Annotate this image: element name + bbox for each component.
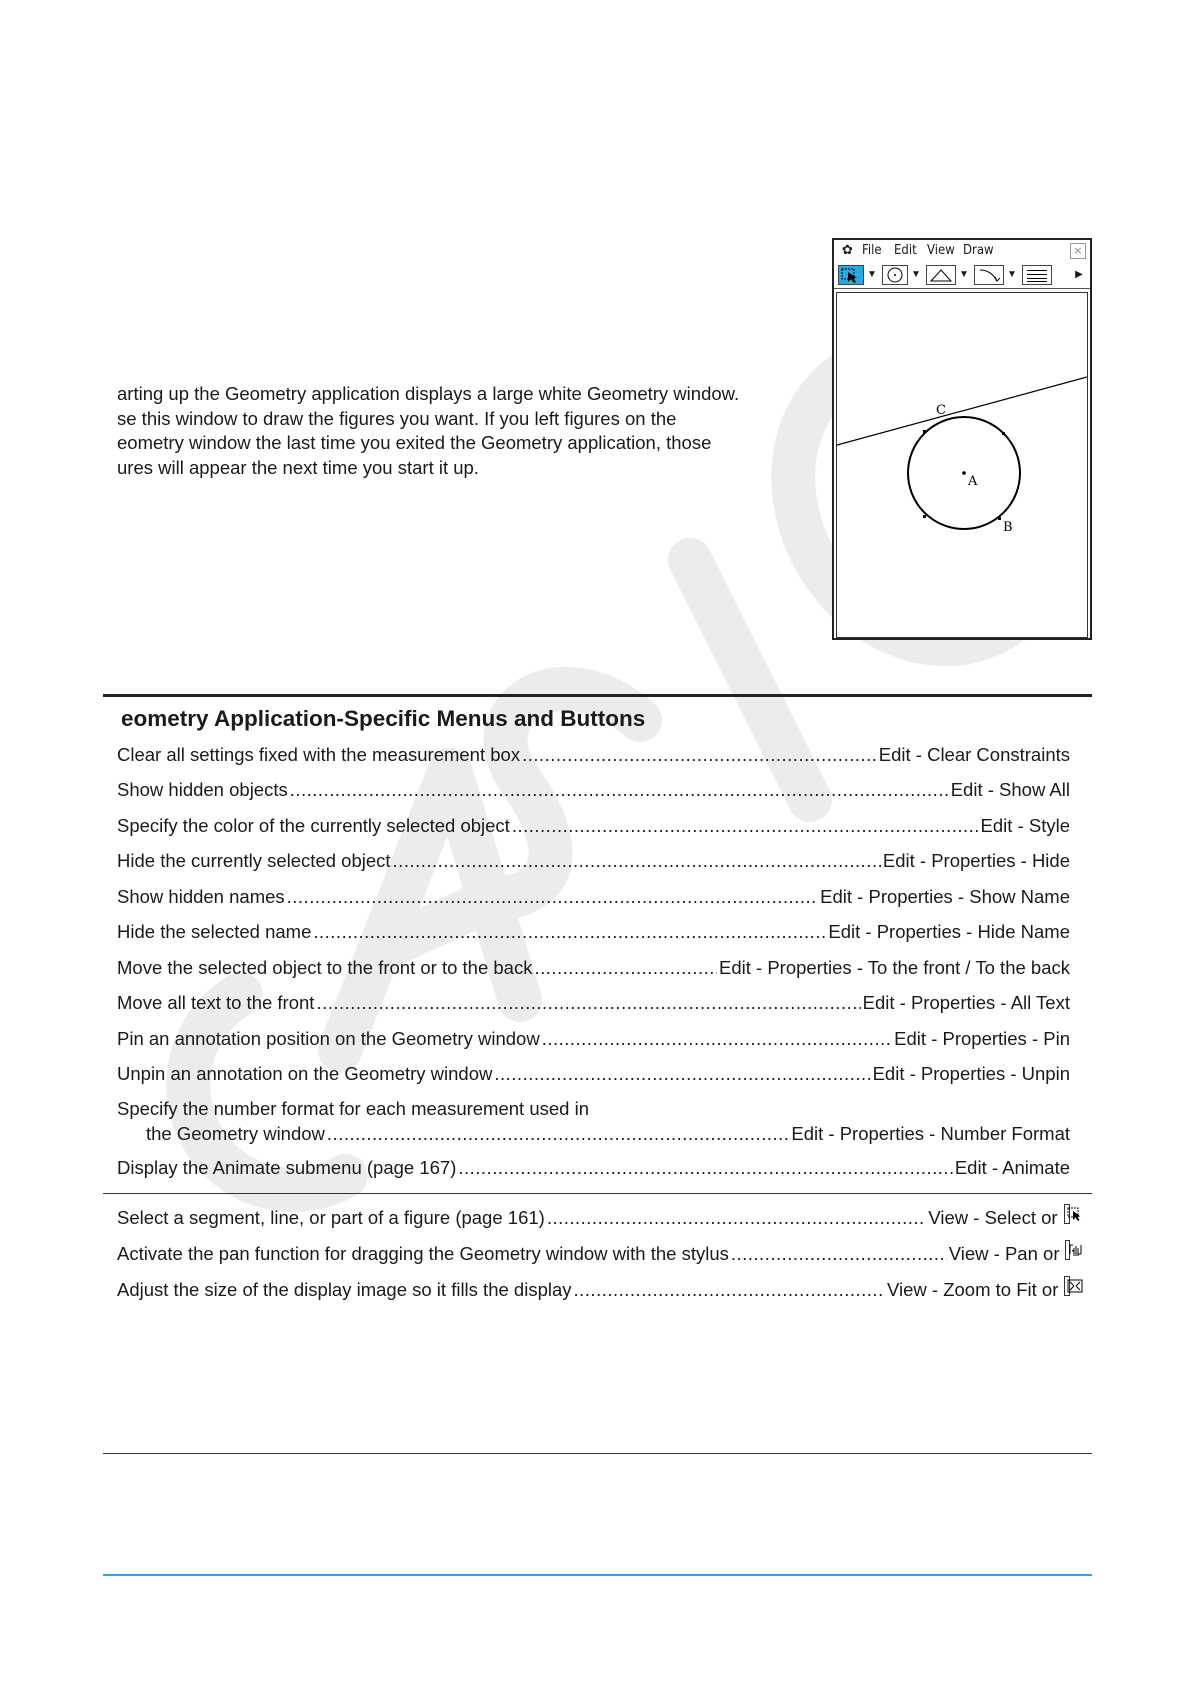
row-description: Adjust the size of the display image so it fills the display <box>117 1279 572 1300</box>
menu-row <box>117 920 1070 946</box>
menu-row <box>117 1204 1070 1230</box>
row-command: Edit - Show All <box>950 779 1070 800</box>
label-c: C <box>936 403 946 418</box>
row-description: Unpin an annotation on the Geometry window <box>117 1063 493 1084</box>
curve-icon <box>975 266 1003 284</box>
row-description: Clear all settings fixed with the measurement box <box>117 744 521 765</box>
circle-icon <box>883 266 907 284</box>
intro-line: arting up the Geometry application displays a large white Geometry window. <box>117 383 740 404</box>
select-tool-button[interactable] <box>838 265 864 285</box>
zoom-to-fit-icon <box>1064 1276 1070 1296</box>
section-top-rule <box>103 694 1092 697</box>
row-description: Display the Animate submenu (page 167) <box>117 1157 457 1178</box>
center-point <box>962 471 966 475</box>
leader-dots <box>547 1206 927 1230</box>
grid-tool-button[interactable] <box>1022 265 1052 285</box>
geometry-window-screenshot <box>832 238 1092 640</box>
row-command: View - Select or <box>928 1207 1058 1228</box>
chevron-down-icon[interactable]: ▼ <box>867 269 877 280</box>
leader-dots <box>534 956 717 980</box>
menu-row <box>117 778 1070 804</box>
row-description-cont: the Geometry window <box>146 1123 325 1144</box>
select-icon <box>1064 1204 1070 1224</box>
row-command: Edit - Properties - Hide <box>882 850 1070 871</box>
intro-paragraph <box>117 382 817 480</box>
line <box>837 377 1087 445</box>
leader-dots <box>731 1242 947 1266</box>
geometry-figure <box>837 293 1087 637</box>
leader-dots <box>542 1027 892 1051</box>
pan-icon <box>1065 1240 1070 1260</box>
leader-dots <box>494 1062 870 1086</box>
row-description: Show hidden objects <box>117 779 288 800</box>
leader-dots <box>287 885 819 909</box>
curve-tool-button[interactable] <box>974 265 1004 285</box>
row-command: Edit - Clear Constraints <box>878 744 1070 765</box>
leader-dots <box>327 1122 789 1146</box>
row-description: Pin an annotation position on the Geometry window <box>117 1028 540 1049</box>
intro-line: eometry window the last time you exited the Geometry application, those <box>117 432 712 453</box>
menu-row <box>117 1156 1070 1182</box>
row-description: Specify the number format for each measurement used in <box>117 1098 589 1119</box>
menu-row <box>117 743 1070 769</box>
select-icon <box>839 266 863 284</box>
gear-icon[interactable]: ✿ <box>842 243 853 258</box>
row-description: Move the selected object to the front or to the back <box>117 957 533 978</box>
label-a: A <box>968 474 978 489</box>
leader-dots <box>290 778 949 802</box>
chevron-down-icon[interactable]: ▼ <box>1007 269 1017 280</box>
menu-row <box>117 1276 1070 1302</box>
triangle-tool-button[interactable] <box>926 265 956 285</box>
point <box>998 517 1001 520</box>
leader-dots <box>316 991 860 1015</box>
chevron-right-icon[interactable]: ▶ <box>1075 269 1083 280</box>
menu-edit[interactable]: Edit <box>894 243 917 258</box>
section-heading: eometry Application-Specific Menus and Buttons <box>121 706 646 731</box>
geometry-canvas[interactable] <box>836 292 1088 638</box>
row-description: Select a segment, line, or part of a figure (page 161) <box>117 1207 545 1228</box>
row-command: Edit - Properties - Unpin <box>872 1063 1070 1084</box>
row-description: Hide the selected name <box>117 921 312 942</box>
row-command: Edit - Properties - Show Name <box>820 886 1070 907</box>
intro-line: ures will appear the next time you start it up. <box>117 456 479 478</box>
toolbar <box>834 262 1090 289</box>
menu-row <box>117 1027 1070 1053</box>
label-b: B <box>1003 520 1013 535</box>
menu-row <box>117 956 1070 982</box>
grid-icon <box>1023 266 1051 284</box>
circle-tool-button[interactable] <box>882 265 908 285</box>
row-description: Specify the color of the currently selected object <box>117 815 510 836</box>
menu-row <box>117 991 1070 1017</box>
menu-row <box>117 1062 1070 1088</box>
point <box>923 430 926 433</box>
menu-view[interactable]: View <box>927 243 955 258</box>
row-description: Activate the pan function for dragging the Geometry window with the stylus <box>117 1243 729 1264</box>
section-bottom-rule <box>103 1453 1092 1454</box>
leader-dots <box>574 1278 886 1302</box>
menu-row <box>117 1240 1070 1266</box>
menu-row <box>117 885 1070 911</box>
menu-bar <box>834 240 1090 262</box>
point <box>1002 432 1005 435</box>
leader-dots <box>512 814 979 838</box>
row-command: Edit - Properties - All Text <box>862 992 1070 1013</box>
leader-dots <box>393 849 881 873</box>
menu-row-number-format <box>117 1097 1070 1146</box>
leader-dots <box>458 1156 952 1180</box>
row-description: Hide the currently selected object <box>117 850 391 871</box>
menu-file[interactable]: File <box>862 243 882 258</box>
group-divider <box>103 1193 1092 1194</box>
chevron-down-icon[interactable]: ▼ <box>911 269 921 280</box>
triangle-icon <box>927 266 955 284</box>
menu-row <box>117 849 1070 875</box>
chevron-down-icon[interactable]: ▼ <box>959 269 969 280</box>
row-command: Edit - Animate <box>954 1157 1070 1178</box>
leader-dots <box>313 920 826 944</box>
row-command: Edit - Properties - To the front / To the back <box>719 957 1070 978</box>
row-command: Edit - Properties - Hide Name <box>828 921 1070 942</box>
leader-dots <box>522 743 877 767</box>
row-command: Edit - Style <box>980 815 1070 836</box>
close-icon[interactable]: × <box>1070 243 1086 259</box>
row-command: Edit - Properties - Pin <box>894 1028 1070 1049</box>
menu-row <box>117 814 1070 840</box>
intro-line: se this window to draw the figures you want. If you left figures on the <box>117 407 677 429</box>
row-description: Move all text to the front <box>117 992 315 1013</box>
row-command: View - Zoom to Fit or <box>887 1279 1059 1300</box>
row-command: View - Pan or <box>948 1243 1060 1264</box>
point <box>923 515 926 518</box>
row-command: Edit - Properties - Number Format <box>791 1123 1070 1144</box>
row-description: Show hidden names <box>117 886 285 907</box>
footer-rule <box>103 1574 1092 1576</box>
menu-draw[interactable]: Draw <box>963 243 994 258</box>
